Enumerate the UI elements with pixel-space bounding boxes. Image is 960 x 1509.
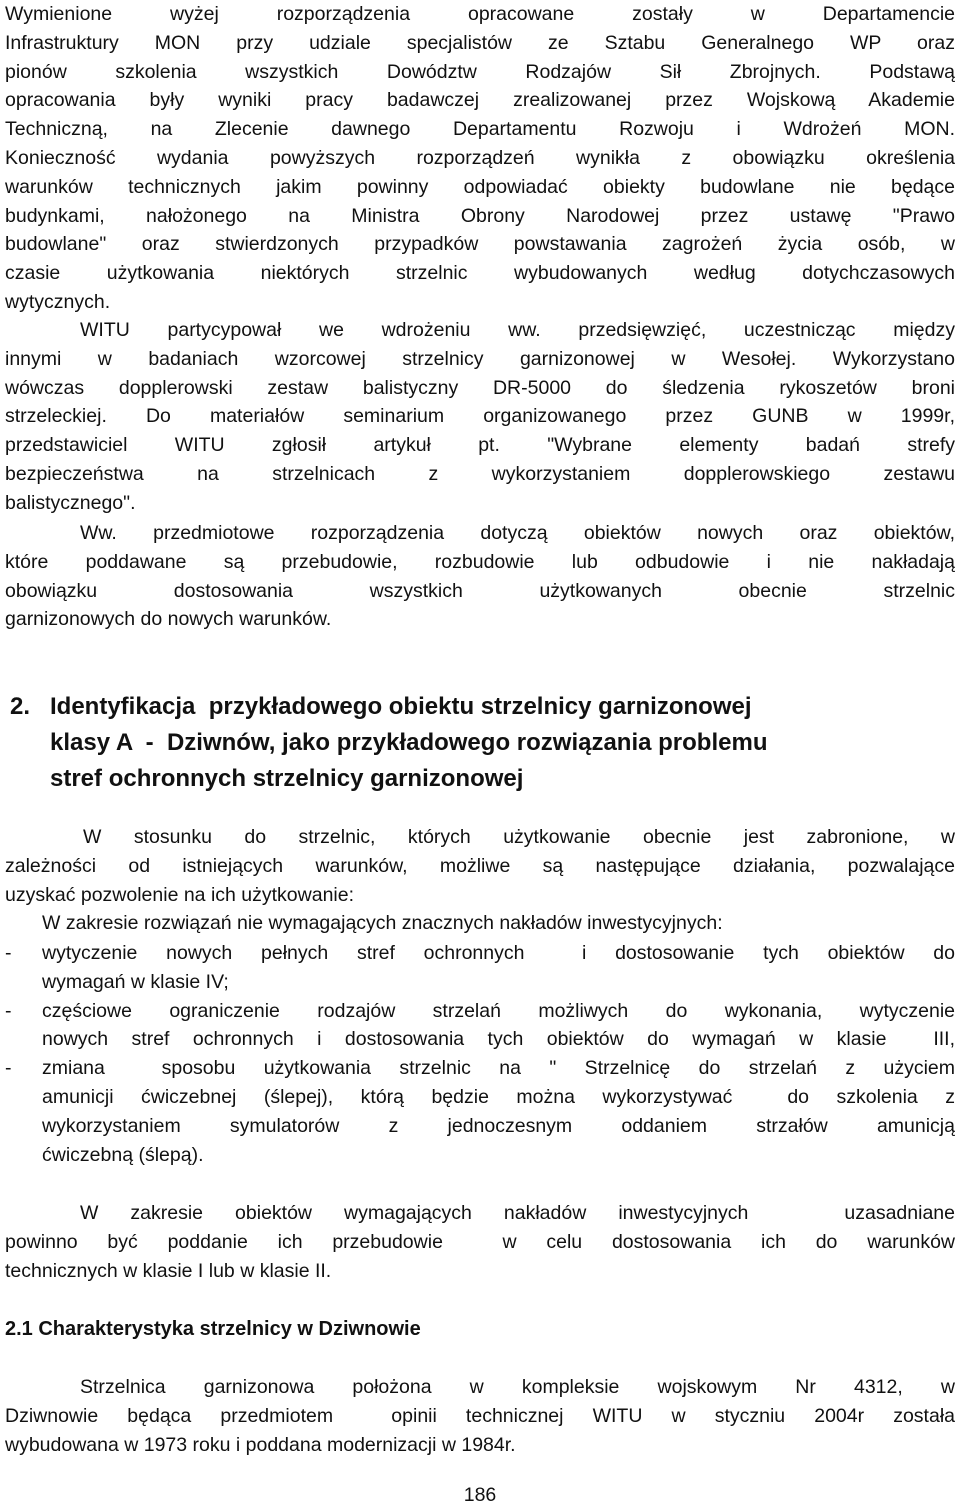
paragraph-5 [5,1199,955,1285]
text-line: wykorzystaniem symulatorów z jednoczesnym oddaniem strzałów amunicją [42,1114,955,1137]
paragraph-2 [5,316,955,518]
text-line: strzeleckiej. Do materiałów seminarium organizowanego przez GUNB w 1999r, [5,405,955,428]
text-line: warunków technicznych jakim powinny odpowiadać obiekty budowlane nie będące [5,175,955,198]
text-line: uzyskać pozwolenie na ich użytkowanie: [5,883,355,906]
paragraph-1-text [5,0,955,317]
section-heading-2-1: 2.1 Charakterystyka strzelnicy w Dziwnowie [5,1318,421,1340]
text-line: Konieczność wydania powyższych rozporządzeń wynikła z obowiązku określenia [5,146,955,169]
text-line: Infrastruktury MON przy udziale specjalistów ze Sztabu Generalnego WP oraz [5,31,955,54]
paragraph-2-text [5,316,955,518]
text-line: technicznych w klasie I lub w klasie II. [5,1259,332,1282]
text-line: W zakresie obiektów wymagających nakładów inwestycyjnych uzasadniane [80,1202,955,1224]
paragraph-3-text [5,519,955,634]
text-line: zmiana sposobu użytkowania strzelnic na " Strzelnicę do strzelań z użyciem [42,1057,955,1080]
text-line: zależności od istniejących warunków, możliwe są następujące działania, pozwalające [5,854,955,877]
paragraph-4 [5,823,955,938]
heading-text: Identyfikacja przykładowego obiektu strzelnicy garnizonowej [50,693,752,720]
text-line: obowiązku dostosowania wszystkich użytkowanych obecnie strzelnic [5,579,955,602]
paragraph-4-text [5,823,955,938]
heading-number: 2. [10,693,31,720]
list-item [5,939,955,997]
text-line: wówczas dopplerowski zestaw balistyczny DR-5000 do śledzenia rykoszetów broni [5,376,955,399]
section-heading-2 [10,689,955,797]
text-line: przedstawiciel WITU zgłosił artykuł pt. "Wybrane elementy badań strefy [5,434,955,457]
text-line: wymagań w klasie IV; [42,970,229,993]
options-list [5,939,955,1169]
text-line: W zakresie rozwiązań nie wymagających znacznych nakładów inwestycyjnych: [42,912,723,935]
list-item-text [42,939,955,997]
text-line: WITU partycypował we wdrożeniu ww. przedsięwzięć, uczestnicząc między [80,319,955,341]
paragraph-6-text [5,1373,955,1459]
text-line: W stosunku do strzelnic, których użytkowanie obecnie jest zabronione, w [83,826,955,848]
text-line: garnizonowych do nowych warunków. [5,608,332,631]
paragraph-5-text [5,1199,955,1285]
text-line: balistycznego". [5,491,136,514]
page-number: 186 [463,1484,497,1506]
text-line: nowych stref ochronnych i dostosowania tych obiektów do wymagań w klasie III, [42,1028,955,1051]
text-line: Ww. przedmiotowe rozporządzenia dotyczą obiektów nowych oraz obiektów, [80,522,955,544]
text-line: ćwiczebną (ślepą). [42,1143,204,1166]
text-line: Strzelnica garnizonowa położona w kompleksie wojskowym Nr 4312, w [80,1376,955,1398]
text-line: wytyczenie nowych pełnych stref ochronnych i dostosowanie tych obiektów do [42,942,955,964]
text-line: Wymienione wyżej rozporządzenia opracowane zostały w Departamencie [5,3,955,25]
text-line: wybudowana w 1973 roku i poddana modernizacji w 1984r. [5,1433,516,1456]
text-line: budowlane" oraz stwierdzonych przypadków powstawania zagrożeń życia osób, w [5,233,955,256]
heading-line [10,689,955,725]
text-line: innymi w badaniach wzorcowej strzelnicy garnizonowej w Wesołej. Wykorzystano [5,347,955,370]
text-line: częściowe ograniczenie rodzajów strzelań możliwych do wykonania, wytyczenie [42,999,955,1022]
text-line: amunicji ćwiczebnej (ślepej), którą będzie można wykorzystywać do szkolenia z [42,1085,955,1108]
text-line: Dziwnowie będąca przedmiotem opinii technicznej WITU w styczniu 2004r została [5,1404,955,1427]
list-item [5,997,955,1055]
paragraph-1 [5,0,955,317]
list-bullet: - [5,942,12,964]
heading-line: stref ochronnych strzelnicy garnizonowej [50,765,524,792]
paragraph-6 [5,1373,955,1459]
list-item-text [42,997,955,1055]
text-line: czasie użytkowania niektórych strzelnic wybudowanych według dotychczasowych [5,262,955,285]
heading-line: klasy A - Dziwnów, jako przykładowego rozwiązania problemu [50,729,768,756]
text-line: które poddawane są przebudowie, rozbudowie lub odbudowie i nie nakładają [5,550,955,573]
text-line: powinno być poddanie ich przebudowie w celu dostosowania ich do warunków [5,1230,955,1253]
text-line: budynkami, nałożonego na Ministra Obrony Narodowej przez ustawę "Prawo [5,204,955,227]
text-line: Techniczną, na Zlecenie dawnego Departamentu Rozwoju i Wdrożeń MON. [5,118,955,141]
text-line: opracowania były wyniki pracy badawczej zrealizowanej przez Wojskową Akademie [5,89,955,112]
text-line: pionów szkolenia wszystkich Dowództw Rodzajów Sił Zbrojnych. Podstawą [5,60,955,83]
paragraph-3 [5,519,955,634]
text-line: bezpieczeństwa na strzelnicach z wykorzystaniem dopplerowskiego zestawu [5,462,955,485]
list-bullet: - [5,999,12,1022]
list-item-text [42,1054,955,1169]
list-bullet: - [5,1057,12,1080]
list-item [5,1054,955,1169]
text-line: wytycznych. [5,290,111,313]
